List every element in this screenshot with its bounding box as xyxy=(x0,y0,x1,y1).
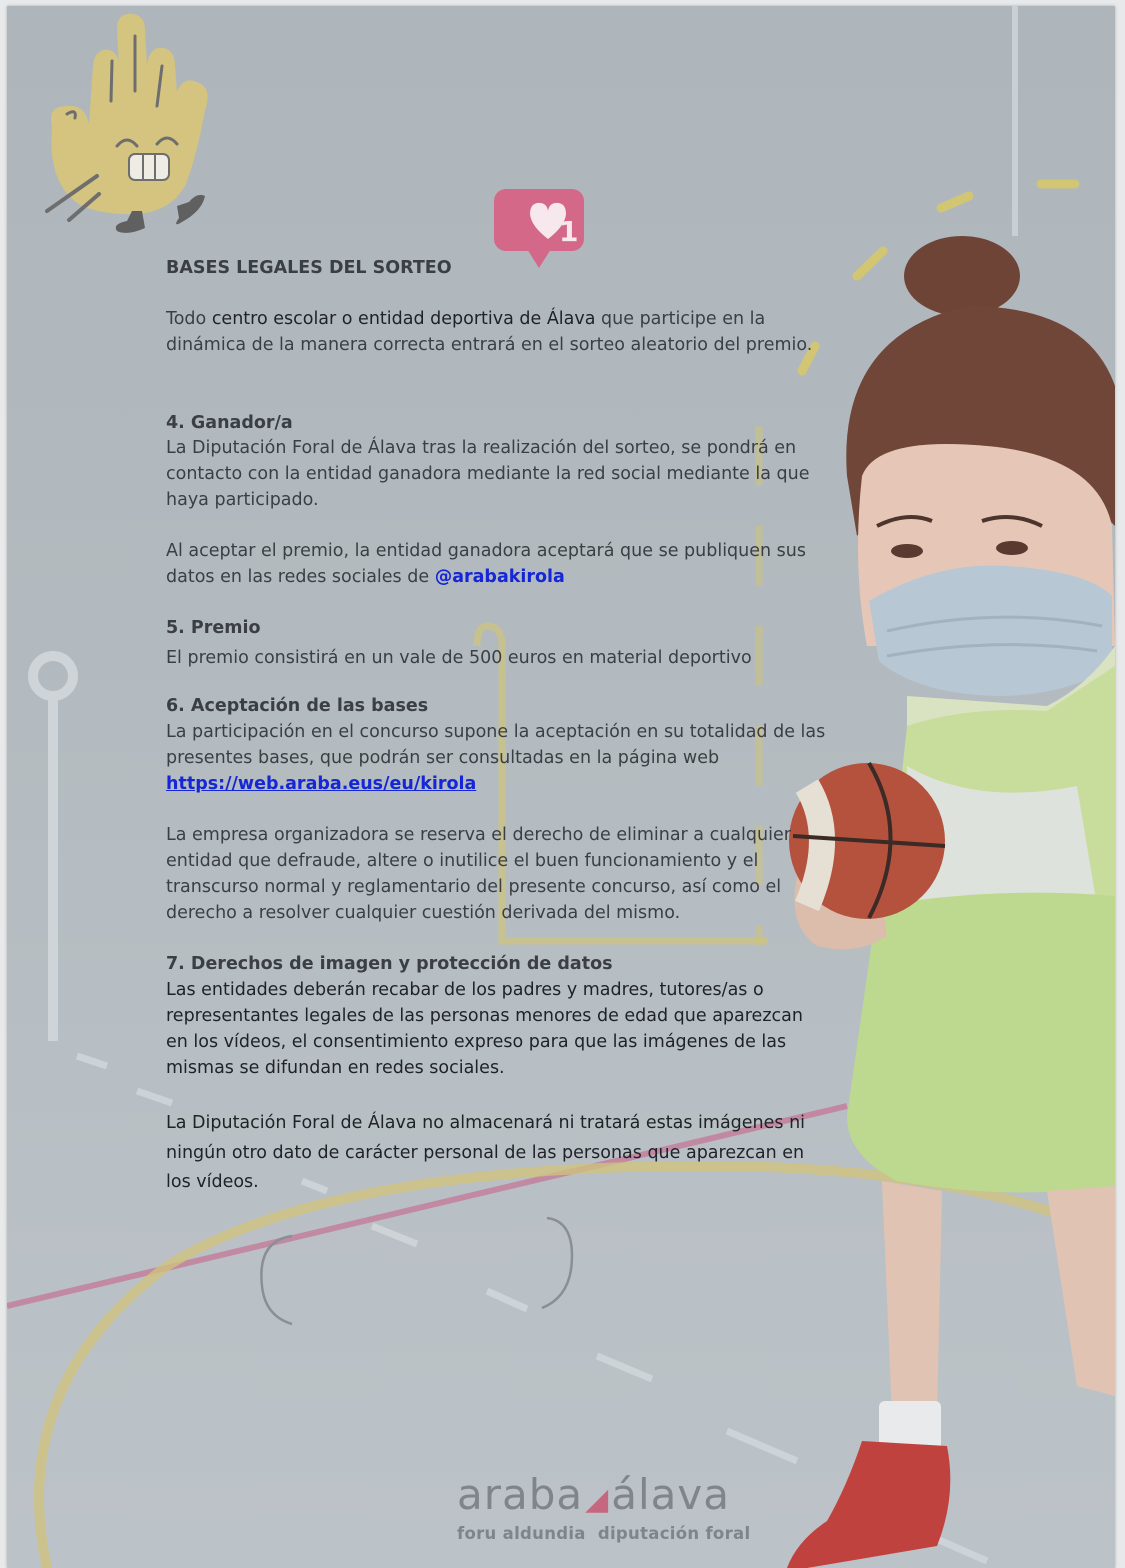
section-4-paragraph-2 xyxy=(166,538,826,590)
section-4-paragraph-2-text: Al aceptar el premio, la entidad ganadora aceptará que se publiquen sus datos en las redes sociales de xyxy=(166,541,806,587)
section-6-paragraph-1: La participación en el concurso supone la aceptación en su totalidad de las presentes bases, que podrán ser consultadas en la página web xyxy=(166,722,826,768)
hand-mascot-icon xyxy=(47,14,208,233)
logo-subtitle xyxy=(457,1523,750,1545)
logo-accent-icon: ◢ xyxy=(585,1482,610,1517)
goalpost-ring xyxy=(33,656,73,696)
intro-highlight: centro escolar o entidad deportiva de Álava xyxy=(211,309,596,329)
kirola-website-link-line xyxy=(166,771,826,797)
logo-araba: araba xyxy=(457,1470,584,1519)
like-count: 1 xyxy=(559,215,579,248)
child-with-basketball-illustration xyxy=(787,236,1115,1568)
logo-diputacion-foral: diputación foral xyxy=(597,1524,751,1543)
section-6-paragraph-2: La empresa organizadora se reserva el derecho de eliminar a cualquier entidad que defraude, altere o inutilice el buen funcionamiento y el transcurso normal y reglamentario del presente concurso, así como el derecho a resolver cualquier cuestión derivada del mismo. xyxy=(166,825,791,923)
section-4-paragraph-1: La Diputación Foral de Álava tras la realización del sorteo, se pondrá en contacto con la entidad ganadora mediante la red social mediante la que haya participado. xyxy=(166,438,810,510)
section-7-heading: 7. Derechos de imagen y protección de datos xyxy=(166,954,613,974)
logo-foru-aldundia: foru aldundia xyxy=(457,1524,586,1543)
intro-paragraph xyxy=(166,306,826,358)
intro-text-pre: Todo xyxy=(166,309,212,329)
intro-text-post: que participe en la dinámica de la manera correcta entrará en el sorteo aleatorio del premio. xyxy=(166,309,813,355)
document-page xyxy=(7,6,1115,1568)
section-4-heading: 4. Ganador/a xyxy=(166,413,293,433)
section-5-heading: 5. Premio xyxy=(166,618,261,638)
section-7-paragraph-1: Las entidades deberán recabar de los padres y madres, tutores/as o representantes legales de las personas menores de edad que aparezcan en los vídeos, el consentimiento expreso para que las imágenes de las mismas se difundan en redes sociales. xyxy=(166,980,803,1078)
arabakirola-mention-link[interactable]: @arabakirola xyxy=(434,567,565,587)
section-6-heading: 6. Aceptación de las bases xyxy=(166,696,429,716)
section-7-paragraph-2: La Diputación Foral de Álava no almacenará ni tratará estas imágenes ni ningún otro dato de carácter personal de las personas que aparezcan en los vídeos. xyxy=(166,1113,806,1192)
kirola-website-link[interactable]: https://web.araba.eus/eu/kirola xyxy=(166,774,477,794)
document-title: BASES LEGALES DEL SORTEO xyxy=(166,258,452,278)
logo-alava: álava xyxy=(611,1470,730,1519)
section-5-paragraph: El premio consistirá en un vale de 500 euros en material deportivo xyxy=(166,648,752,668)
araba-alava-logo xyxy=(457,1472,750,1545)
logo-wordmark xyxy=(457,1472,750,1523)
